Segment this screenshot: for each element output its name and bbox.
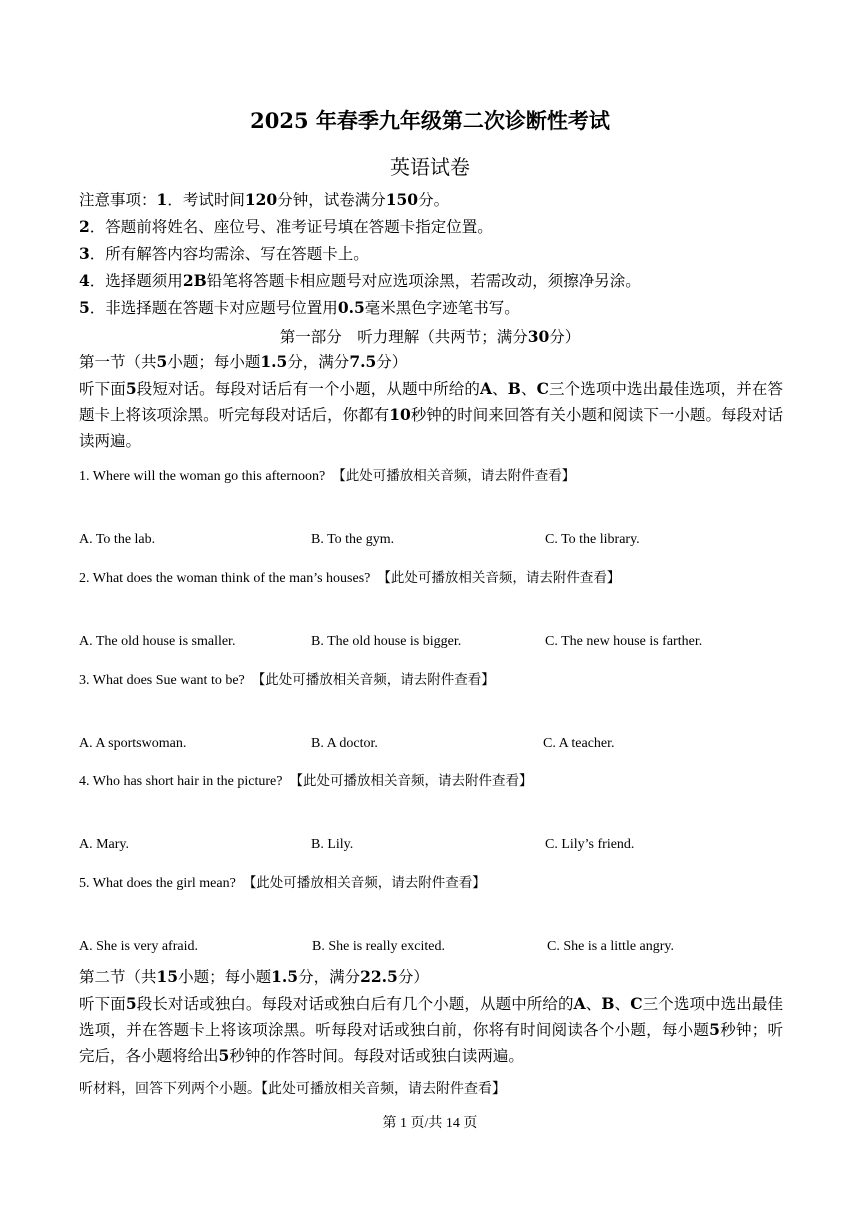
option-b: B. Lily. <box>311 837 354 852</box>
question-4: 4. Who has short hair in the picture? 【此处可播放相关音频，请去附件查看】 <box>79 773 533 789</box>
question-2: 2. What does the woman think of the man’s houses? 【此处可播放相关音频，请去附件查看】 <box>79 570 621 586</box>
note-item-4: 4．选择题须用2B铅笔将答题卡相应题号对应选项涂黑，若需改动，须擦净另涂。 <box>79 271 641 290</box>
audio-note[interactable]: 【此处可播放相关音频，请去附件查看】 <box>251 672 495 688</box>
exam-title: 2025 年春季九年级第二次诊断性考试 <box>250 108 610 133</box>
option-b: B. The old house is bigger. <box>311 634 462 649</box>
note-item-1: 注意事项：1．考试时间120分钟，试卷满分150分。 <box>79 190 450 209</box>
option-c: C. She is a little angry. <box>547 939 675 954</box>
audio-note[interactable]: 【此处可播放相关音频，请去附件查看】 <box>242 875 486 891</box>
section2-instructions: 听下面5段长对话或独白。每段对话或独白后有几个小题，从题中所给的A、B、C三个选项中选出最佳选项，并在答题卡上将该项涂黑。听每段对话或独白前，你将有时间阅读各个小题，每小题5秒钟；听完后，各小题将给出5秒钟的作答时间。每段对话或独白读两遍。 <box>79 994 783 1065</box>
option-c: C. Lily’s friend. <box>545 837 635 852</box>
option-a: A. Mary. <box>79 837 130 852</box>
option-b: B. A doctor. <box>311 736 378 751</box>
option-b: B. To the gym. <box>311 532 395 547</box>
exam-subtitle: 英语试卷 <box>390 155 470 179</box>
option-a: A. A sportswoman. <box>79 736 187 751</box>
section2-heading: 第二节（共15小题；每小题1.5分，满分22.5分） <box>79 967 429 986</box>
option-c: C. To the library. <box>545 532 640 547</box>
audio-note[interactable]: 【此处可播放相关音频，请去附件查看】 <box>377 570 621 586</box>
question-3: 3. What does Sue want to be? 【此处可播放相关音频，请去附件查看】 <box>79 672 495 688</box>
question-5: 5. What does the girl mean? 【此处可播放相关音频，请去附件查看】 <box>79 875 486 891</box>
note-item-2: 2．答题前将姓名、座位号、准考证号填在答题卡指定位置。 <box>79 217 493 236</box>
audio-note[interactable]: 【此处可播放相关音频，请去附件查看】 <box>332 468 576 484</box>
option-a: A. She is very afraid. <box>79 939 198 954</box>
section2-sub-instruction: 听材料，回答下列两个小题。【此处可播放相关音频，请去附件查看】 <box>79 1081 506 1097</box>
section1-instructions: 听下面5段短对话。每段对话后有一个小题，从题中所给的A、B、C三个选项中选出最佳选项，并在答题卡上将该项涂黑。听完每段对话后，你都有10秒钟的时间来回答有关小题和阅读下一小题。每段对话读两遍。 <box>79 379 783 450</box>
option-b: B. She is really excited. <box>312 939 445 954</box>
option-a: A. The old house is smaller. <box>79 634 236 649</box>
section1-heading: 第一节（共5小题；每小题1.5分，满分7.5分） <box>79 352 408 371</box>
part1-heading: 第一部分 听力理解（共两节；满分30分） <box>279 327 581 346</box>
option-c: C. The new house is farther. <box>545 634 703 649</box>
question-1: 1. Where will the woman go this afternoon? 【此处可播放相关音频，请去附件查看】 <box>79 468 576 484</box>
note-item-5: 5．非选择题在答题卡对应题号位置用0.5毫米黑色字迹笔书写。 <box>79 298 520 317</box>
page-footer: 第 1 页/共 14 页 <box>382 1116 478 1131</box>
audio-note[interactable]: 【此处可播放相关音频，请去附件查看】 <box>289 773 533 789</box>
option-a: A. To the lab. <box>79 532 156 547</box>
note-item-3: 3．所有解答内容均需涂、写在答题卡上。 <box>79 244 369 263</box>
option-c: C. A teacher. <box>543 736 615 751</box>
